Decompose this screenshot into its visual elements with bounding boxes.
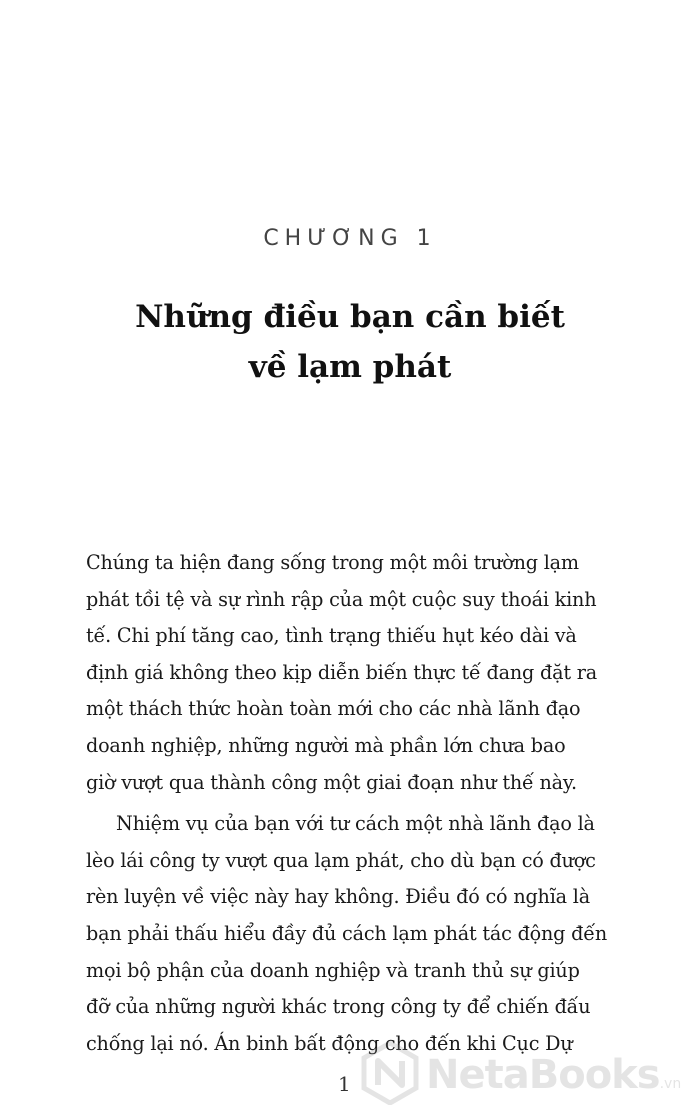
text-line: giờ vượt qua thành công một giai đoạn như thế này. <box>86 770 577 794</box>
paragraph-2 <box>86 806 616 1062</box>
text-line: doanh nghiệp, những người mà phần lớn chưa bao <box>86 733 566 757</box>
text-line: chống lại nó. Án binh bất động cho đến khi Cục Dự <box>86 1031 573 1055</box>
watermark-suffix: .vn <box>659 1076 682 1092</box>
text-line: lèo lái công ty vượt qua lạm phát, cho dù bạn có được <box>86 848 596 872</box>
watermark-text: NetaBooks <box>426 1052 660 1098</box>
chapter-title <box>0 292 700 392</box>
chapter-title-line: về lạm phát <box>248 349 452 385</box>
text-line: tế. Chi phí tăng cao, tình trạng thiếu hụt kéo dài và <box>86 624 577 648</box>
text-line: bạn phải thấu hiểu đầy đủ cách lạm phát tác động đến <box>86 921 608 945</box>
chapter-label: CHƯƠNG 1 <box>263 226 437 251</box>
watermark <box>358 1040 698 1110</box>
text-line: mọi bộ phận của doanh nghiệp và tranh thủ sự giúp <box>86 958 580 982</box>
text-line: một thách thức hoàn toàn mới cho các nhà lãnh đạo <box>86 697 581 721</box>
paragraph-1 <box>86 545 616 801</box>
text-line: phát tồi tệ và sự rình rập của một cuộc suy thoái kinh <box>86 587 597 611</box>
text-line: Chúng ta hiện đang sống trong một môi trường lạm <box>86 551 579 574</box>
chapter-title-line: Những điều bạn cần biết <box>135 299 565 335</box>
page-number: 1 <box>338 1072 351 1096</box>
text-line: định giá không theo kịp diễn biến thực tế đang đặt ra <box>86 660 597 684</box>
body-text <box>86 545 616 1062</box>
text-line: rèn luyện về việc này hay không. Điều đó có nghĩa là <box>86 885 590 909</box>
text-line: Nhiệm vụ của bạn với tư cách một nhà lãnh đạo là <box>116 812 595 836</box>
netabooks-logo-icon <box>358 1041 422 1109</box>
text-line: đỡ của những người khác trong công ty để chiến đấu <box>86 995 591 1019</box>
